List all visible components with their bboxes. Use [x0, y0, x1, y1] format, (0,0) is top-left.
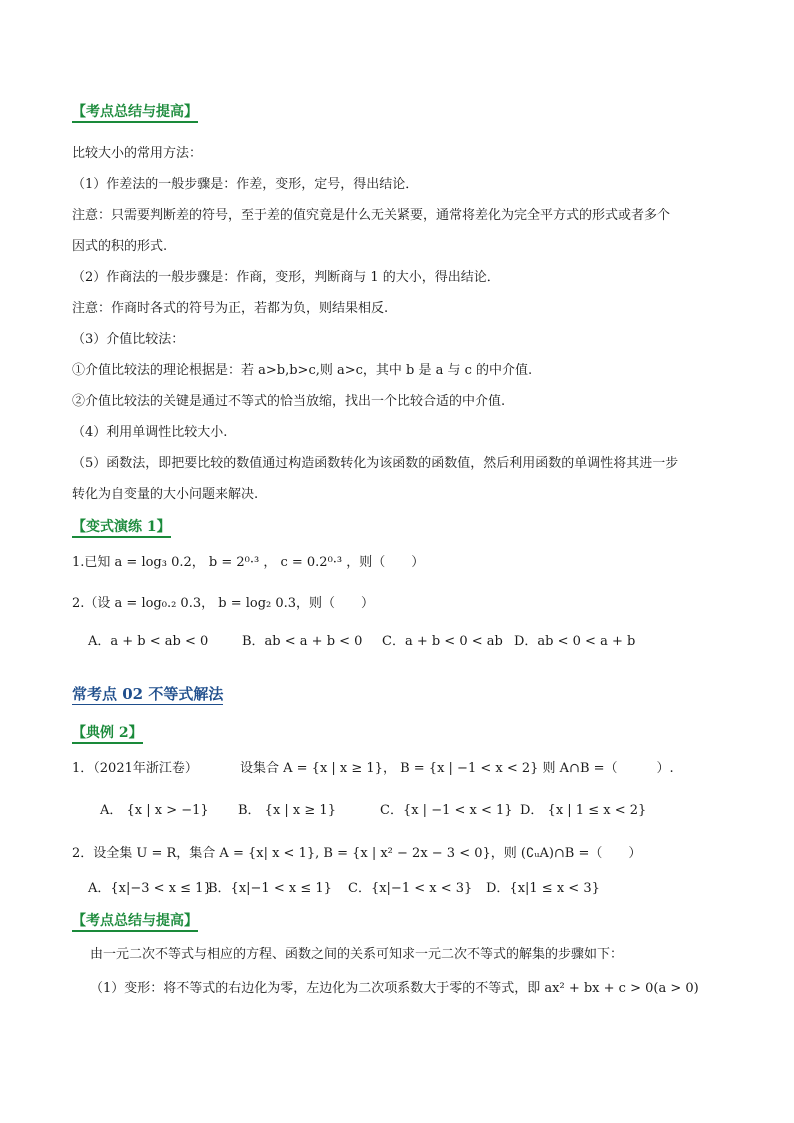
summary2-line-1: （1）变形：将不等式的右边化为零，左边化为二次项系数大于零的不等式，即 ax² + bx + c > 0(a > 0)	[90, 981, 699, 996]
summary1-line-9: （4）利用单调性比较大小.	[72, 425, 228, 440]
example2-question-1-source: 1．（2021年浙江卷）	[72, 761, 198, 776]
practice1-question-2: 2.（设 a = log₀.₂ 0.3， b = log₂ 0.3，则（ ）	[72, 596, 375, 611]
summary1-line-5: 注意：作商时各式的符号为正，若都为负，则结果相反.	[72, 301, 389, 316]
summary1-line-4: （2）作商法的一般步骤是：作商，变形，判断商与 1 的大小，得出结论．	[72, 270, 500, 285]
example2-q1-option-a: A． {x | x > −1}	[100, 803, 209, 818]
practice1-option-a: A．a + b < ab < 0	[88, 634, 209, 649]
example2-q2-option-c: C．{x|−1 < x < 3}	[348, 881, 473, 896]
summary-heading-2: 【考点总结与提高】	[72, 912, 198, 932]
practice1-option-c: C．a + b < 0 < ab	[382, 634, 503, 649]
summary1-line-3: 因式的积的形式.	[72, 239, 168, 254]
summary1-line-8: ②介值比较法的关键是通过不等式的恰当放缩，找出一个比较合适的中介值.	[72, 394, 506, 409]
practice1-option-d: D．ab < 0 < a + b	[514, 634, 636, 649]
summary-heading-1: 【考点总结与提高】	[72, 103, 198, 123]
summary1-line-1: （1）作差法的一般步骤是：作差，变形，定号，得出结论．	[72, 177, 419, 192]
summary2-line-0: 由一元二次不等式与相应的方程、函数之间的关系可知求一元二次不等式的解集的步骤如下：	[90, 947, 624, 962]
example-heading-2: 【典例 2】	[72, 724, 143, 744]
practice1-option-b: B．ab < a + b < 0	[242, 634, 363, 649]
summary1-line-11: 转化为自变量的大小问题来解决.	[72, 487, 259, 502]
example2-q1-option-d: D． {x | 1 ≤ x < 2}	[520, 803, 647, 818]
summary1-line-2: 注意：只需要判断差的符号，至于差的值究竟是什么无关紧要，通常将差化为完全平方式的形式或者多个	[72, 208, 671, 223]
summary1-line-0: 比较大小的常用方法：	[72, 146, 203, 161]
example2-q1-option-c: C．{x | −1 < x < 1}	[380, 803, 513, 818]
summary1-line-6: （3）介值比较法：	[72, 332, 185, 347]
example2-question-2-text: 2．设全集 U = R，集合 A = {x| x < 1}, B = {x | x² − 2x − 3 < 0}，则 (∁ᵤA)∩B =（ ）	[72, 846, 642, 861]
example2-q2-option-b: B．{x|−1 < x ≤ 1}	[208, 881, 332, 896]
summary1-line-7: ①介值比较法的理论根据是：若 a>b,b>c,则 a>c，其中 b 是 a 与 c 的中介值.	[72, 363, 533, 378]
section-title-02: 常考点 02 不等式解法	[72, 685, 224, 703]
practice1-question-1: 1.已知 a = log₃ 0.2， b = 2⁰·³ ， c = 0.2⁰·³ ，则（ ）	[72, 555, 425, 570]
example2-q2-option-a: A．{x|−3 < x ≤ 1}	[88, 881, 212, 896]
example2-q1-option-b: B． {x | x ≥ 1}	[238, 803, 336, 818]
example2-question-1-text: 设集合 A = {x | x ≥ 1}， B = {x | −1 < x < 2} 则 A∩B =（ ）.	[240, 761, 674, 776]
example2-q2-option-d: D．{x|1 ≤ x < 3}	[486, 881, 600, 896]
summary1-line-10: （5）函数法，即把要比较的数值通过构造函数转化为该函数的函数值，然后利用函数的单调性将其进一步	[72, 456, 679, 471]
practice-heading-1: 【变式演练 1】	[72, 518, 171, 538]
